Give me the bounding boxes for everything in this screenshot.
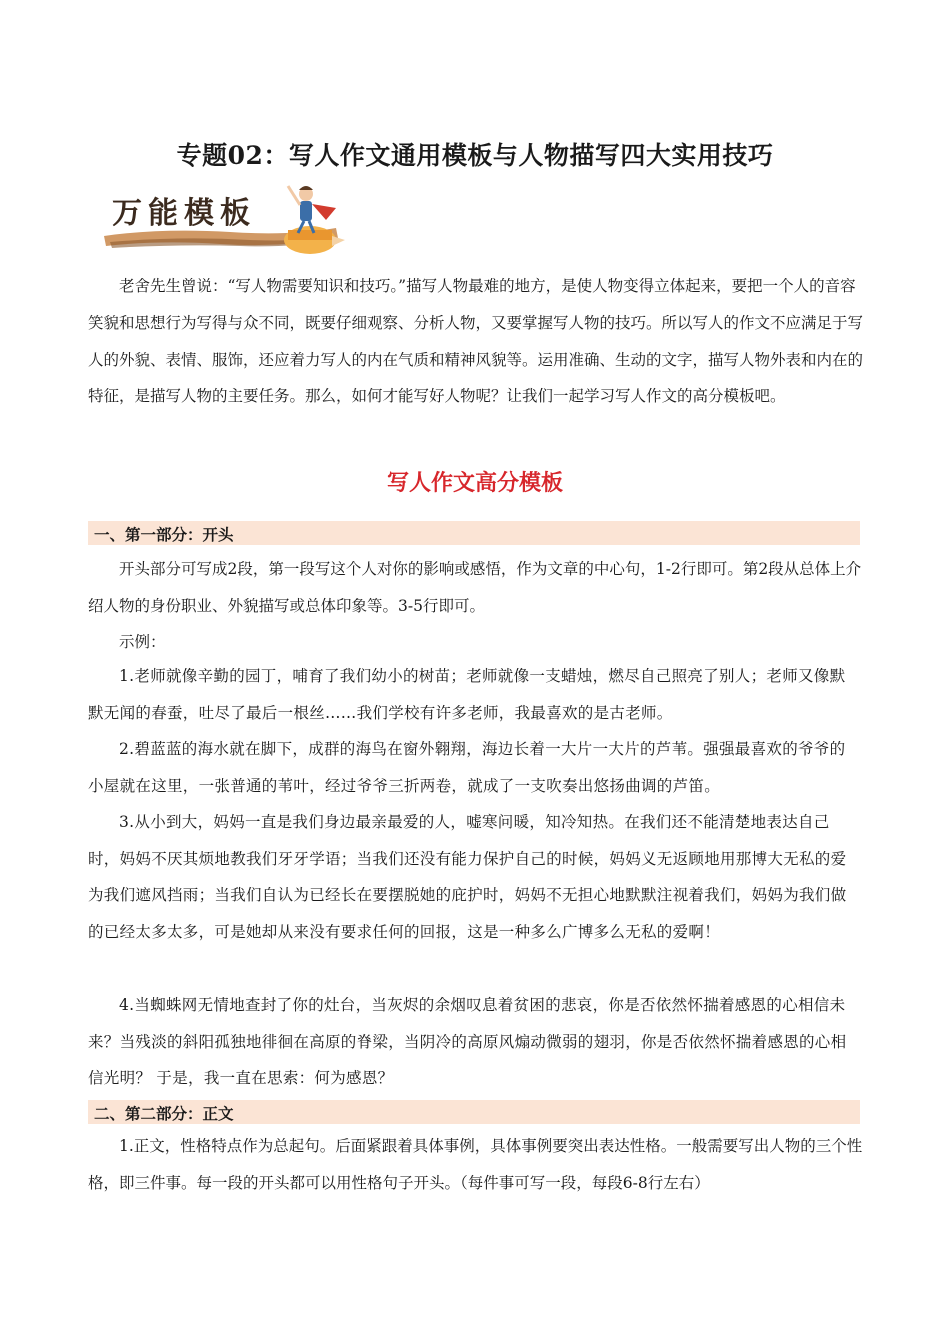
example-label: 示例： xyxy=(119,633,166,651)
banner-label: 万能模板 xyxy=(112,196,256,231)
document-title: 专题02：写人作文通用模板与人物描写四大实用技巧 xyxy=(176,141,774,170)
girl-on-pencil-icon xyxy=(284,186,345,254)
intro-paragraph: 老舍先生曾说：“写人物需要知识和技巧。”描写人物最难的地方，是使人物变得立体起来，要把一个人的音容笑貌和思想行为写得与众不同，既要仔细观察、分析人物，又要掌握写人物的技巧。所以写人的作文不应满足于写人的外貌、表情、服饰，还应着力写人的内在气质和精神风貌等。运用准确、生动的文字，描写人物外表和内在的特征，是描写人物的主要任务。那么，如何才能写好人物呢？让我们一起学习写人作文的高分模板吧。 xyxy=(88,277,864,406)
section-1-header xyxy=(88,521,860,545)
section-2-header xyxy=(88,1100,860,1124)
example-item: 1.老师就像辛勤的园丁，哺育了我们幼小的树苗；老师就像一支蜡烛，燃尽自己照亮了别人；老师又像默默无闻的春蚕，吐尽了最后一根丝……我们学校有许多老师，我最喜欢的是古老师。 xyxy=(88,667,846,722)
template-banner xyxy=(100,178,345,266)
section-1-heading: 一、第一部分：开头 xyxy=(94,525,234,544)
example-item: 2.碧蓝蓝的海水就在脚下，成群的海鸟在窗外翱翔，海边长着一大片一大片的芦苇。强强最喜欢的爷爷的小屋就在这里，一张普通的苇叶，经过爷爷三折两卷，就成了一支吹奏出悠扬曲调的芦笛。 xyxy=(88,740,846,795)
example-item: 3.从小到大，妈妈一直是我们身边最亲最爱的人，嘘寒问暖，知冷知热。在我们还不能清楚地表达自己时，妈妈不厌其烦地教我们牙牙学语；当我们还没有能力保护自己的时候，妈妈义无返顾地用那博大无私的爱为我们遮风挡雨；当我们自认为已经长在要摆脱她的庇护时，妈妈不无担心地默默注视着我们，妈妈为我们做的已经太多太多，可是她却从来没有要求任何的回报，这是一种多么广博多么无私的爱啊！ xyxy=(88,813,847,941)
section-subtitle: 写人作文高分模板 xyxy=(386,470,563,496)
section-1-body: 开头部分可写成2段，第一段写这个人对你的影响或感悟，作为文章的中心句，1-2行即可。第2段从总体上介绍人物的身份职业、外貌描写或总体印象等。3-5行即可。 xyxy=(88,560,862,615)
section-2-body: 1.正文，性格特点作为总起句。后面紧跟着具体事例，具体事例要突出表达性格。一般需要写出人物的三个性格，即三件事。每一段的开头都可以用性格句子开头。（每件事可写一段，每段6-8行左右） xyxy=(88,1137,863,1192)
section-2-heading: 二、第二部分：正文 xyxy=(94,1104,234,1123)
example-item: 4.当蜘蛛网无情地查封了你的灶台，当灰烬的余烟叹息着贫困的悲哀，你是否依然怀揣着感恩的心相信未来？当残淡的斜阳孤独地徘徊在高原的脊梁，当阴冷的高原风煽动微弱的翅羽，你是否依然怀揣着感恩的心相信光明？ 于是，我一直在思索：何为感恩？ xyxy=(88,996,847,1088)
